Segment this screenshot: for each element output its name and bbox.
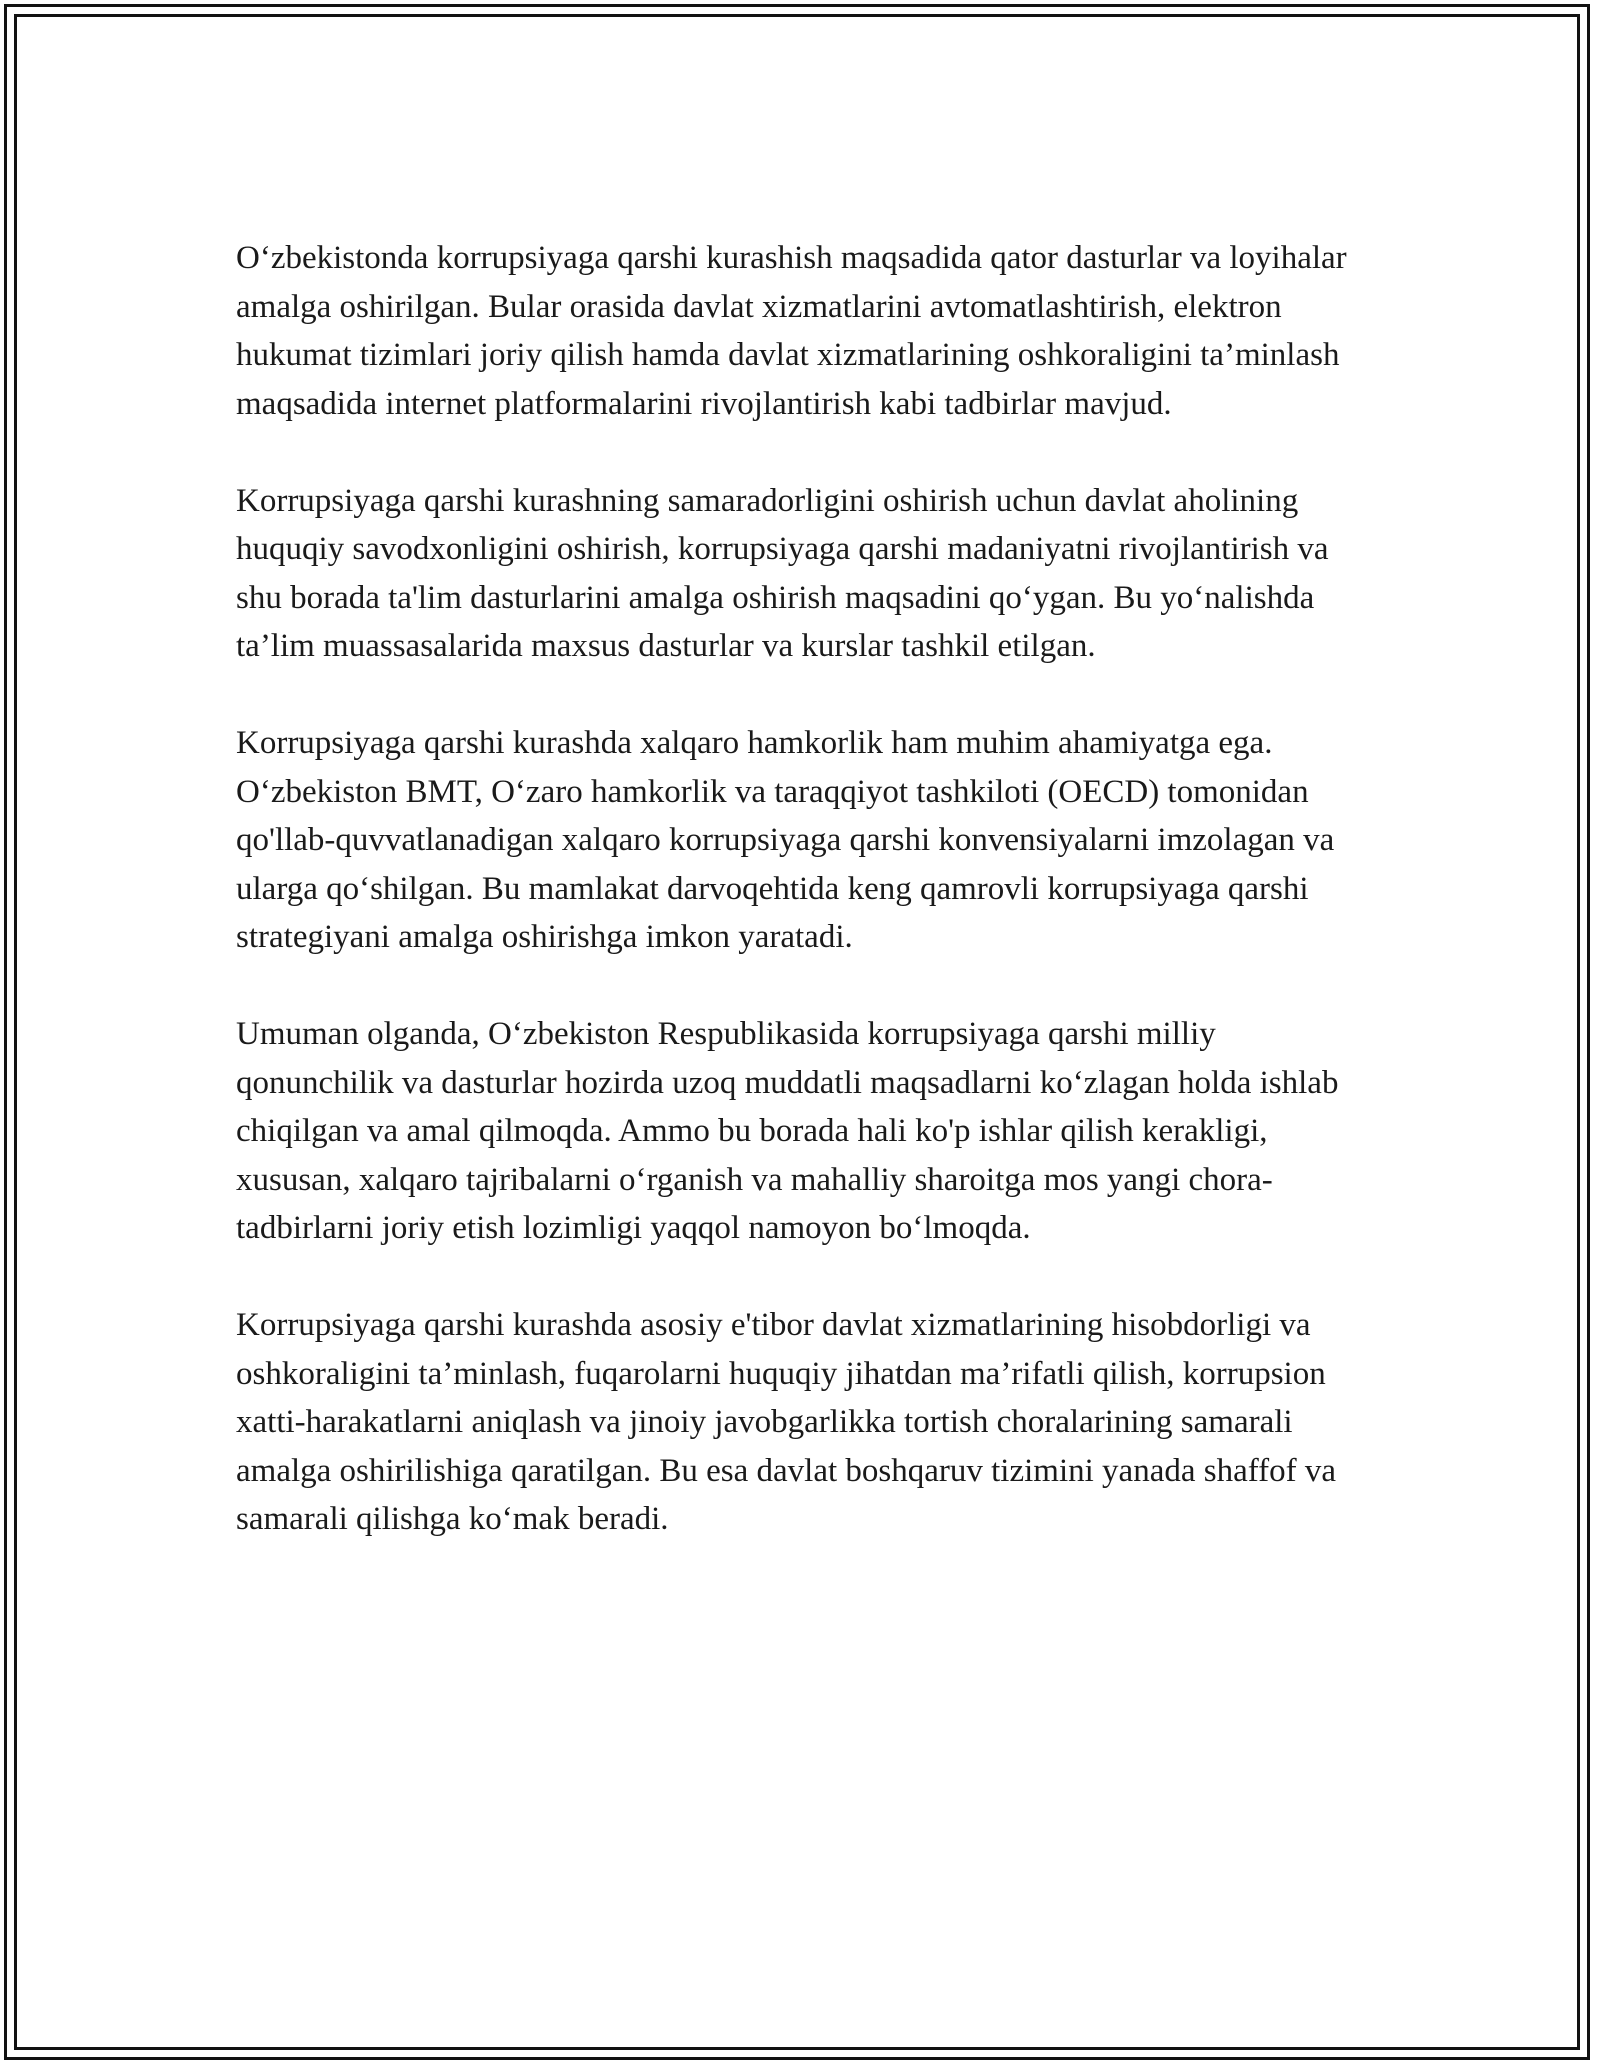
paragraph-4: Umuman olganda, O‘zbekiston Respublikasida korrupsiyaga qarshi milliy qonunchilik va dasturlar hozirda uzoq muddatli maqsadlarni ko‘zlagan holda ishlab chiqilgan va amal qilmoqda. Ammo bu borada hali ko'p ishlar qilish kerakligi, xususan, xalqaro tajribalarni o‘rganish va mahalliy sharoitga mos yangi chora-tadbirlarni joriy etish lozimligi yaqqol namoyon bo‘lmoqda. <box>236 1016 1339 1246</box>
paragraph-3: Korrupsiyaga qarshi kurashda xalqaro hamkorlik ham muhim ahamiyatga ega. O‘zbekiston BMT, O‘zaro hamkorlik va taraqqiyot tashkiloti (OECD) tomonidan qo'llab-quvvatlanadigan xalqaro korrupsiyaga qarshi konvensiyalarni imzolagan va ularga qo‘shilgan. Bu mamlakat darvoqehtida keng qamrovli korrupsiyaga qarshi strategiyani amalga oshirishga imkon yaratadi. <box>236 725 1335 955</box>
paragraph-2: Korrupsiyaga qarshi kurashning samaradorligini oshirish uchun davlat aholining huquqiy savodxonligini oshirish, korrupsiyaga qarshi madaniyatni rivojlantirish va shu borada ta'lim dasturlarini amalga oshirish maqsadini qo‘ygan. Bu yo‘nalishda ta’lim muassasalarida maxsus dasturlar va kurslar tashkil etilgan. <box>236 482 1329 664</box>
paragraph-5: Korrupsiyaga qarshi kurashda asosiy e'tibor davlat xizmatlarining hisobdorligi va oshkoraligini ta’minlash, fuqarolarni huquqiy jihatdan ma’rifatli qilish, korrupsion xatti-harakatlarni aniqlash va jinoiy javobgarlikka tortish choralarining samarali amalga oshirilishiga qaratilgan. Bu esa davlat boshqaruv tizimini yanada shaffof va samarali qilishga ko‘mak beradi. <box>236 1307 1336 1537</box>
document-body <box>236 234 1376 1544</box>
paragraph-1: O‘zbekistonda korrupsiyaga qarshi kurashish maqsadida qator dasturlar va loyihalar amalga oshirilgan. Bular orasida davlat xizmatlarini avtomatlashtirish, elektron hukumat tizimlari joriy qilish hamda davlat xizmatlarining oshkoraligini ta’minlash maqsadida internet platformalarini rivojlantirish kabi tadbirlar mavjud. <box>236 240 1347 422</box>
